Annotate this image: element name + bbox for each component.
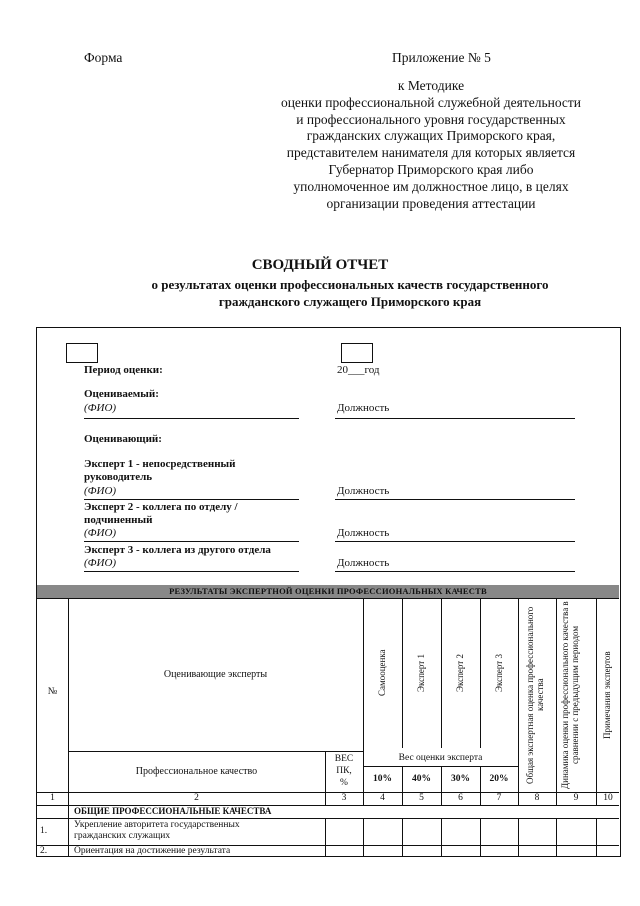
expert1-line2: руководитель: [84, 471, 153, 483]
expert1-fio-line[interactable]: [84, 499, 299, 500]
col-number: 5: [419, 793, 424, 803]
col-self-header: Самооценка: [377, 649, 387, 697]
col-notes-header: Примечания экспертов: [602, 651, 612, 739]
methodology-block: [250, 78, 612, 212]
expert1-line1: Эксперт 1 - непосредственный: [84, 458, 236, 470]
results-band: РЕЗУЛЬТАТЫ ЭКСПЕРТНОЙ ОЦЕНКИ ПРОФЕССИОНАЛЬНЫХ КАЧЕСТВ: [37, 585, 619, 598]
expert2-position: Должность: [337, 527, 390, 539]
col-weight-header: [325, 753, 363, 789]
methodology-line: представителем нанимателя для которых является: [286, 145, 576, 161]
row-number: 2.: [40, 846, 48, 856]
appendix-label: Приложение № 5: [392, 50, 491, 65]
form-label: Форма: [84, 50, 123, 65]
col-exp2-header: Эксперт 2: [455, 654, 465, 692]
col-number: 10: [603, 793, 613, 803]
grid-line: [480, 598, 481, 748]
grid-line: [441, 598, 442, 748]
expert-weight-header: Вес оценки эксперта: [398, 753, 483, 763]
grid-line: [37, 818, 619, 819]
col-number: 2: [194, 793, 199, 803]
evaluated-position: Должность: [337, 402, 390, 414]
col-weight-line2: ПК,: [336, 766, 352, 776]
checkbox-left[interactable]: [66, 343, 98, 363]
methodology-line: к Методике: [397, 78, 465, 93]
expert2-line1: Эксперт 2 - коллега по отделу /: [84, 501, 238, 513]
row-quality-line2: гражданских служащих: [74, 831, 171, 841]
grid-line: [596, 598, 597, 805]
col-number: 8: [534, 793, 540, 803]
grid-line: [325, 818, 326, 857]
col-number: 1: [50, 793, 55, 803]
grid-line: [556, 598, 557, 805]
expert2-position-line[interactable]: [335, 541, 575, 542]
col-dynamics-header: Динамика оценки профессионального качества в сравнении с предыдущим периодом: [560, 601, 580, 789]
methodology-line: уполномоченное им должностное лицо, в целях: [293, 178, 569, 194]
section-title: ОБЩИЕ ПРОФЕССИОНАЛЬНЫЕ КАЧЕСТВА: [74, 806, 272, 816]
col-weight-line1: ВЕС: [334, 754, 354, 764]
row-number: 1.: [40, 826, 48, 836]
col-number: 6: [458, 793, 463, 803]
col-experts-header: Оценивающие эксперты: [163, 669, 268, 680]
document-title: СВОДНЫЙ ОТЧЕТ: [251, 257, 389, 273]
expert2-label: [84, 501, 238, 527]
checkbox-right[interactable]: [341, 343, 373, 363]
expert3-fio-line[interactable]: [84, 571, 299, 572]
period-label: Период оценки:: [84, 364, 163, 376]
col-exp1-header: Эксперт 1: [416, 654, 426, 692]
methodology-line: оценки профессиональной служебной деятельности: [280, 94, 582, 110]
methodology-line: Губернатор Приморского края либо: [328, 161, 534, 177]
col-weight-line3: %: [340, 778, 348, 788]
methodology-line: организации проведения аттестации: [326, 195, 536, 211]
expert3-fio: (ФИО): [84, 557, 117, 569]
row-quality: Ориентация на достижение результата: [74, 846, 231, 856]
document-subtitle-2: гражданского служащего Приморского края: [218, 294, 482, 309]
methodology-line: и профессионального уровня государственных: [296, 111, 566, 127]
expert1-label: [84, 458, 236, 484]
evaluated-fio: (ФИО): [84, 402, 117, 414]
expert1-position-line[interactable]: [335, 499, 575, 500]
expert3-position: Должность: [337, 557, 390, 569]
col-quality-header: Профессиональное качество: [135, 766, 258, 777]
col-number: 4: [380, 793, 385, 803]
expert2-line2: подчиненный: [84, 514, 153, 526]
expert1-fio: (ФИО): [84, 485, 117, 497]
weight-exp1: 40%: [412, 774, 431, 784]
col-number: 3: [341, 793, 347, 803]
expert2-fio-line[interactable]: [84, 541, 299, 542]
row-quality: [74, 820, 324, 842]
expert2-fio: (ФИО): [84, 527, 117, 539]
grid-line: [480, 818, 481, 857]
document-subtitle-1: о результатах оценки профессиональных качеств государственного: [151, 277, 549, 292]
col-no-header: №: [47, 686, 58, 697]
grid-line: [402, 818, 403, 857]
weight-exp2: 30%: [451, 774, 470, 784]
grid-line: [68, 751, 363, 752]
grid-line: [518, 598, 519, 805]
grid-line: [363, 818, 364, 857]
grid-line: [37, 598, 619, 599]
evaluated-position-line[interactable]: [335, 418, 575, 419]
expert3-label: Эксперт 3 - коллега из другого отдела: [84, 544, 271, 556]
col-overall-header: Общая экспертная оценка профессионального качества: [525, 606, 545, 784]
expert3-position-line[interactable]: [335, 571, 575, 572]
col-exp3-header: Эксперт 3: [494, 654, 504, 692]
evaluated-label: Оцениваемый:: [84, 388, 159, 400]
grid-line: [68, 598, 69, 857]
grid-line: [596, 818, 597, 857]
weight-exp3: 20%: [489, 774, 509, 784]
evaluator-label: Оценивающий:: [84, 433, 162, 445]
weight-self: 10%: [373, 774, 392, 784]
evaluated-fio-line[interactable]: [84, 418, 299, 419]
period-year[interactable]: 20___год: [337, 364, 380, 376]
grid-line: [518, 818, 519, 857]
methodology-line: гражданских служащих Приморского края,: [306, 128, 556, 144]
row-quality-line1: Укрепление авторитета государственных: [74, 820, 240, 830]
expert1-position: Должность: [337, 485, 390, 497]
col-number: 9: [573, 793, 579, 803]
col-number: 7: [496, 793, 502, 803]
grid-line: [402, 598, 403, 748]
grid-line: [441, 818, 442, 857]
grid-line: [556, 818, 557, 857]
